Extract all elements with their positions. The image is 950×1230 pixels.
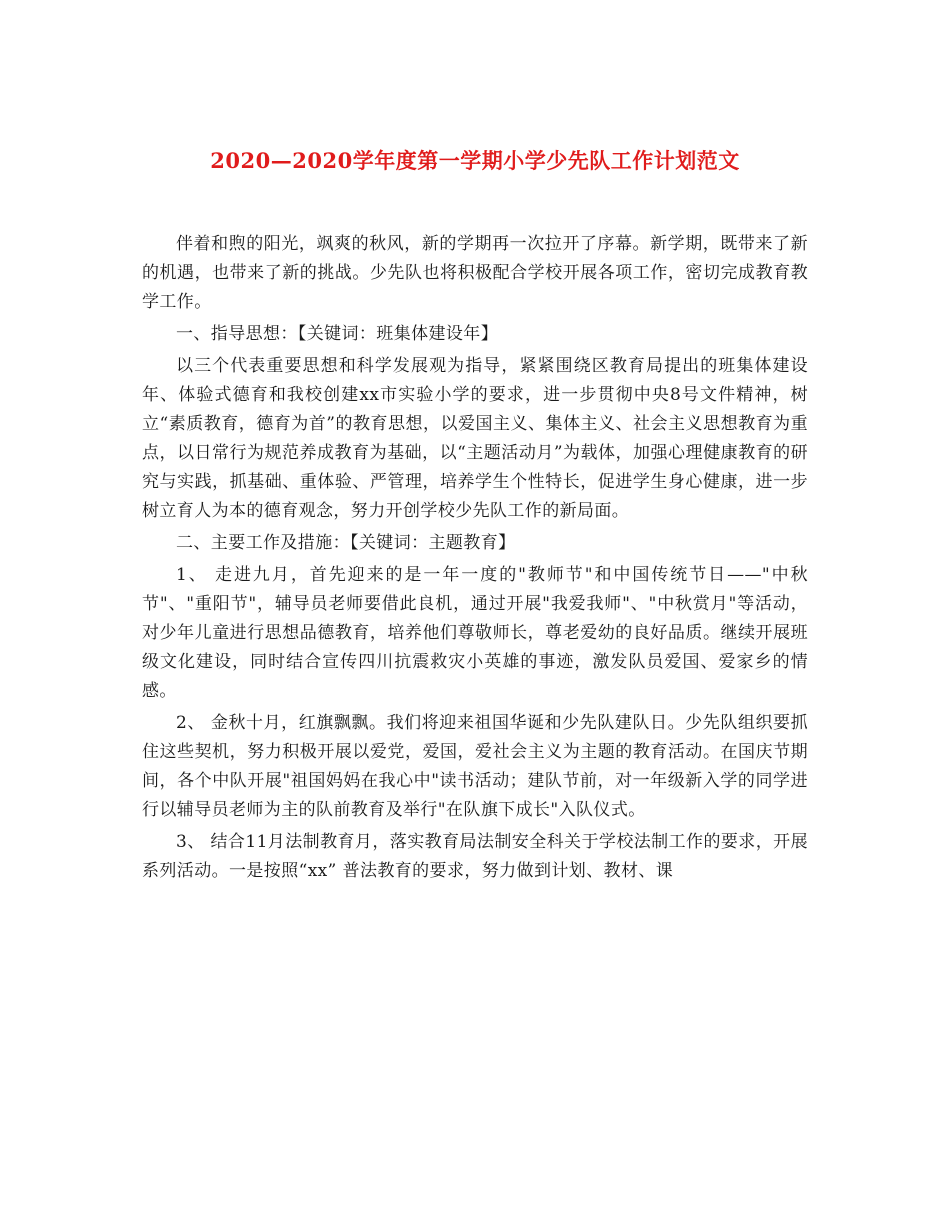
main-work-item-2: 2、 金秋十月，红旗飘飘。我们将迎来祖国华诞和少先队建队日。少先队组织要抓住这些契机，努力积极开展以爱党，爱国，爱社会主义为主题的教育活动。在国庆节期间，各个中队开展"祖国妈妈在我心中"读书活动；建队节前，对一年级新入学的同学进行以辅导员老师为主的队前教育及举行"在队旗下成长"入队仪式。	[142, 713, 808, 820]
section-heading-main-work: 二、主要工作及措施：【关键词：主题教育】	[176, 533, 516, 553]
section-heading-guiding-thought: 一、指导思想：【关键词：班集体建设年】	[176, 324, 499, 344]
main-work-item-3: 3、 结合11月法制教育月，落实教育局法制安全科关于学校法制工作的要求，开展系列活动。一是按照“xx” 普法教育的要求，努力做到计划、教材、课	[142, 832, 808, 881]
intro-paragraph: 伴着和煦的阳光，飒爽的秋风，新的学期再一次拉开了序幕。新学期，既带来了新的机遇，也带来了新的挑战。少先队也将积极配合学校开展各项工作，密切完成教育教学工作。	[142, 234, 808, 312]
document-body	[142, 230, 808, 889]
guiding-thought-paragraph: 以三个代表重要思想和科学发展观为指导，紧紧围绕区教育局提出的班集体建设年、体验式德育和我校创建xx市实验小学的要求，进一步贯彻中央8号文件精神，树立“素质教育，德育为首”的教育思想，以爱国主义、集体主义、社会主义思想教育为重点，以日常行为规范养成教育为基础，以“主题活动月”为载体，加强心理健康教育的研究与实践，抓基础、重体验、严管理，培养学生个性特长，促进学生身心健康，进一步树立育人为本的德育观念，努力开创学校少先队工作的新局面。	[142, 356, 808, 521]
document-title: 2020—2020学年度第一学期小学少先队工作计划范文	[210, 148, 740, 173]
main-work-item-1: 1、 走进九月，首先迎来的是一年一度的"教师节"和中国传统节日——"中秋节"、"重阳节"，辅导员老师要借此良机，通过开展"我爱我师"、"中秋赏月"等活动，对少年儿童进行思想品德教育，培养他们尊敬师长，尊老爱幼的良好品质。继续开展班级文化建设，同时结合宣传四川抗震救灾小英雄的事迹，激发队员爱国、爱家乡的情感。	[142, 565, 808, 701]
